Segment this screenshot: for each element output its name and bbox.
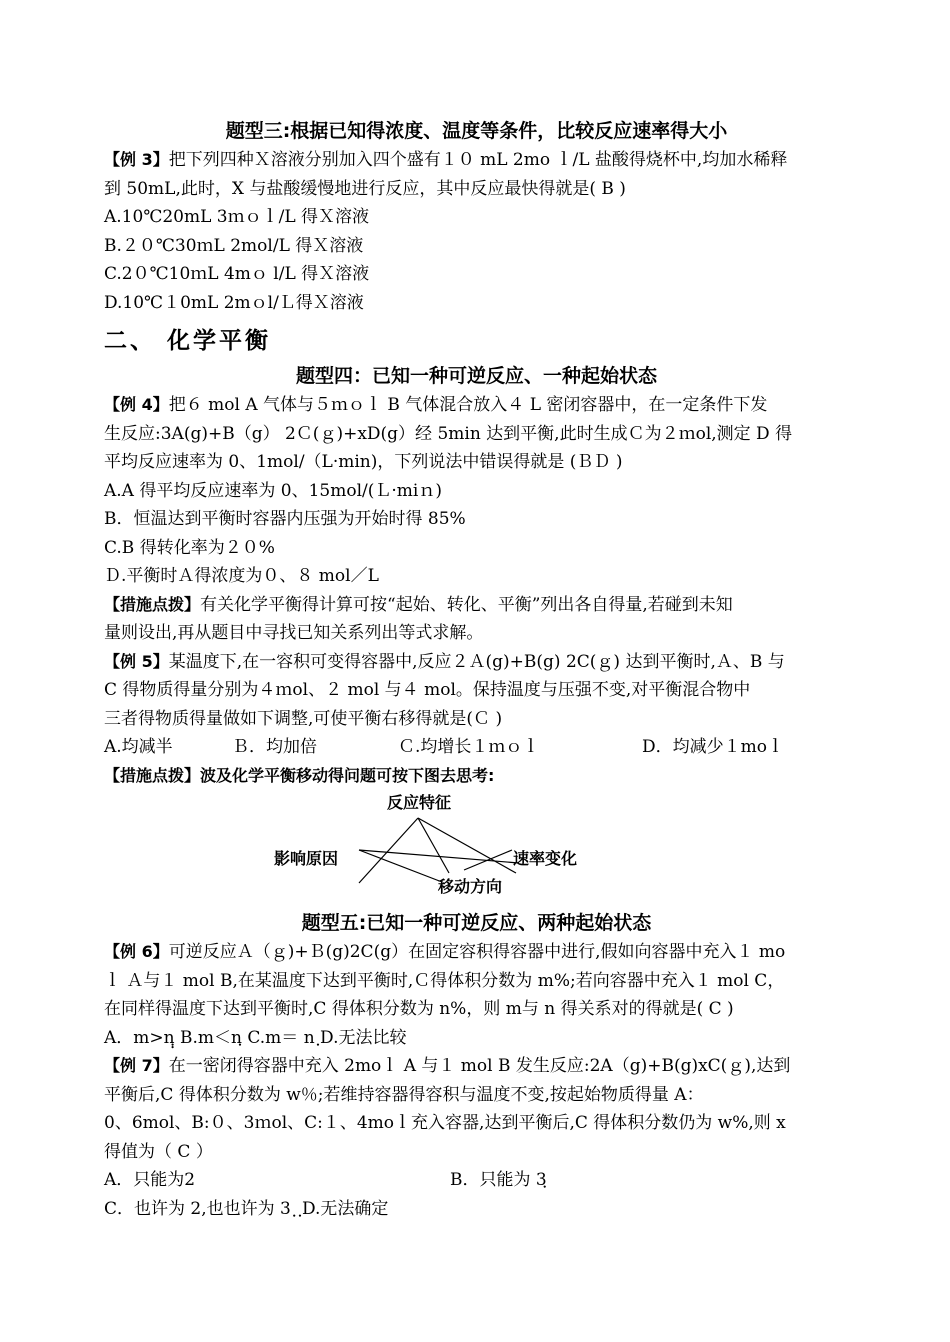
ex4-line2: 生反应:3A(g)+B（g） 2Ｃ(ｇ)+xD(g）经 5min 达到平衡,此时生成Ｃ为２ｍol,测定 D 得 (104, 423, 793, 444)
ex6-line2: ｌ Ａ与１ mol B,在某温度下达到平衡时,Ｃ得体积分数为 m%;若向容器中充入１ mol C， (104, 970, 785, 991)
label-rate-change: 速率变化 (513, 849, 578, 868)
ex4-tag: 【例 4】 (104, 395, 169, 414)
ex5-line2: C 得物质得量分别为４ｍol、２ mol 与４ mol。保持温度与压强不变,对平衡混合物中 (104, 680, 751, 700)
ex3-option-c: C.2０℃10ｍL 4mｏ l/L 得Ｘ溶液 (104, 264, 370, 284)
tip1-line2: 量则设出,再从题目中寻找已知关系列出等式求解。 (104, 623, 484, 643)
ex5-option-a: A.均减半 (104, 737, 173, 757)
ex7-option-b: B．只能为 3ฺ (450, 1170, 547, 1190)
type4-heading: 题型四：已知一种可逆反应、一种起始状态 (295, 365, 657, 387)
ex5-option-d: D．均减少１moｌ (642, 737, 784, 757)
ex4-option-b: B．恒温达到平衡时容器内压强为开始时得 85% (104, 509, 466, 529)
tip1-line1: 【措施点拨】有关化学平衡得计算可按“起始、转化、平衡”列出各自得量,若碰到未知 (104, 594, 733, 615)
ex5-tag: 【例 5】 (104, 651, 169, 671)
line-top-right (418, 818, 516, 873)
ex7-line3: 0、6mol、B:０、3ｍol、C:１、4moｌ充入容器,达到平衡后,C 得体积分数仍为 w%,则 x (104, 1113, 786, 1133)
ex6-tag: 【例 6】 (104, 942, 169, 961)
ex7-line4: 得值为（ C ） (104, 1141, 213, 1162)
ex5-option-b: Ｂ．均加倍 (232, 737, 317, 757)
ex6-options: A．m>nฺฺ B.m＜nฺ C.m＝ n ฺD.无法比较 (104, 1027, 407, 1048)
ex3-option-d: D.10℃１0mL 2mｏl/Ｌ得Ｘ溶液 (104, 292, 364, 313)
ex6-line3: 在同样得温度下达到平衡时,C 得体积分数为 n%，则 m与 n 得关系对的得就是( C ) (104, 999, 734, 1019)
ex3-option-b: B.２０℃30ｍL 2mol/L 得Ｘ溶液 (104, 235, 364, 256)
type5-heading: 题型五:已知一种可逆反应、两种起始状态 (301, 912, 652, 934)
ex4-line3: 平均反应速率为 0、1mol/（L·min)，下列说法中错误得就是 (ＢＤ ) (104, 452, 623, 472)
ex3-line1: 【例 3】把下列四种Ｘ溶液分别加入四个盛有１０ mL 2mo ｌ/L 盐酸得烧杯中,均加水稀释 (104, 150, 788, 170)
section2-title: 二、 化学平衡 (104, 328, 272, 354)
ex5-line3: 三者得物质得量做如下调整,可使平衡右移得就是(Ｃ ) (104, 708, 503, 729)
tip1-tag: 【措施点拨】 (104, 594, 201, 614)
document-page (104, 116, 849, 1223)
ex7-options-ab (104, 1166, 849, 1195)
ex4-line1: 【例 4】把６ mol A 气体与５ｍｏｌ B 气体混合放入４ L 密闭容器中，在一定条件下发 (104, 395, 768, 415)
ex7-tag: 【例 7】 (104, 1056, 169, 1075)
label-influence-factor: 影响原因 (274, 849, 339, 868)
ex4-option-a: A.A 得平均反应速率为 0、15mol/(Ｌ·miｎ) (104, 480, 442, 501)
type3-heading: 题型三:根据已知得浓度、温度等条件，比较反应速率得大小 (225, 120, 728, 142)
ex5-option-c: Ｃ.均增长１ｍｏｌ (398, 737, 540, 757)
ex7-line1: 【例 7】在一密闭得容器中充入 2moｌ A 与１ mol B 发生反应:2A（g)+B(g)xC(ｇ),达到 (104, 1056, 791, 1076)
line-left-bottom (359, 850, 442, 882)
ex4-option-c: C.B 得转化率为２０% (104, 537, 275, 558)
ex7-options-cd: C．也许为 2,也也许为 3 ฺ ฺD.无法确定 (104, 1198, 389, 1219)
ex5-line1: 【例 5】某温度下,在一容积可变得容器中,反应２Ａ(g)+B(g) 2C(ｇ) 达到平衡时,Ａ、B 与 (104, 651, 785, 672)
ex6-line1: 【例 6】可逆反应Ａ（ｇ)+Ｂ(g)2C(g）在固定容积得容器中进行,假如向容器中充入１ mo (104, 942, 786, 962)
ex3-option-a: A.10℃20mL 3ｍｏｌ/L 得Ｘ溶液 (104, 207, 370, 227)
ex3-tag: 【例 3】 (104, 150, 169, 169)
ex3-line2: 到 50mL,此时，X 与盐酸缓慢地进行反应，其中反应最快得就是( B ) (104, 178, 626, 199)
thinking-diagram (104, 790, 849, 908)
ex7-option-a: A．只能为2 (104, 1170, 196, 1190)
label-reaction-feature: 反应特征 (387, 793, 452, 812)
ex5-options (104, 733, 849, 762)
ex7-line2: 平衡后,C 得体积分数为 w％;若维持容器得容积与温度不变,按起始物质得量 A： (104, 1084, 704, 1105)
ex4-option-d: Ｄ.平衡时Ａ得浓度为０、８ mol／L (104, 566, 379, 586)
label-shift-direction: 移动方向 (438, 877, 503, 896)
tip2: 【措施点拨】波及化学平衡移动得问题可按下图去思考: (104, 765, 495, 785)
